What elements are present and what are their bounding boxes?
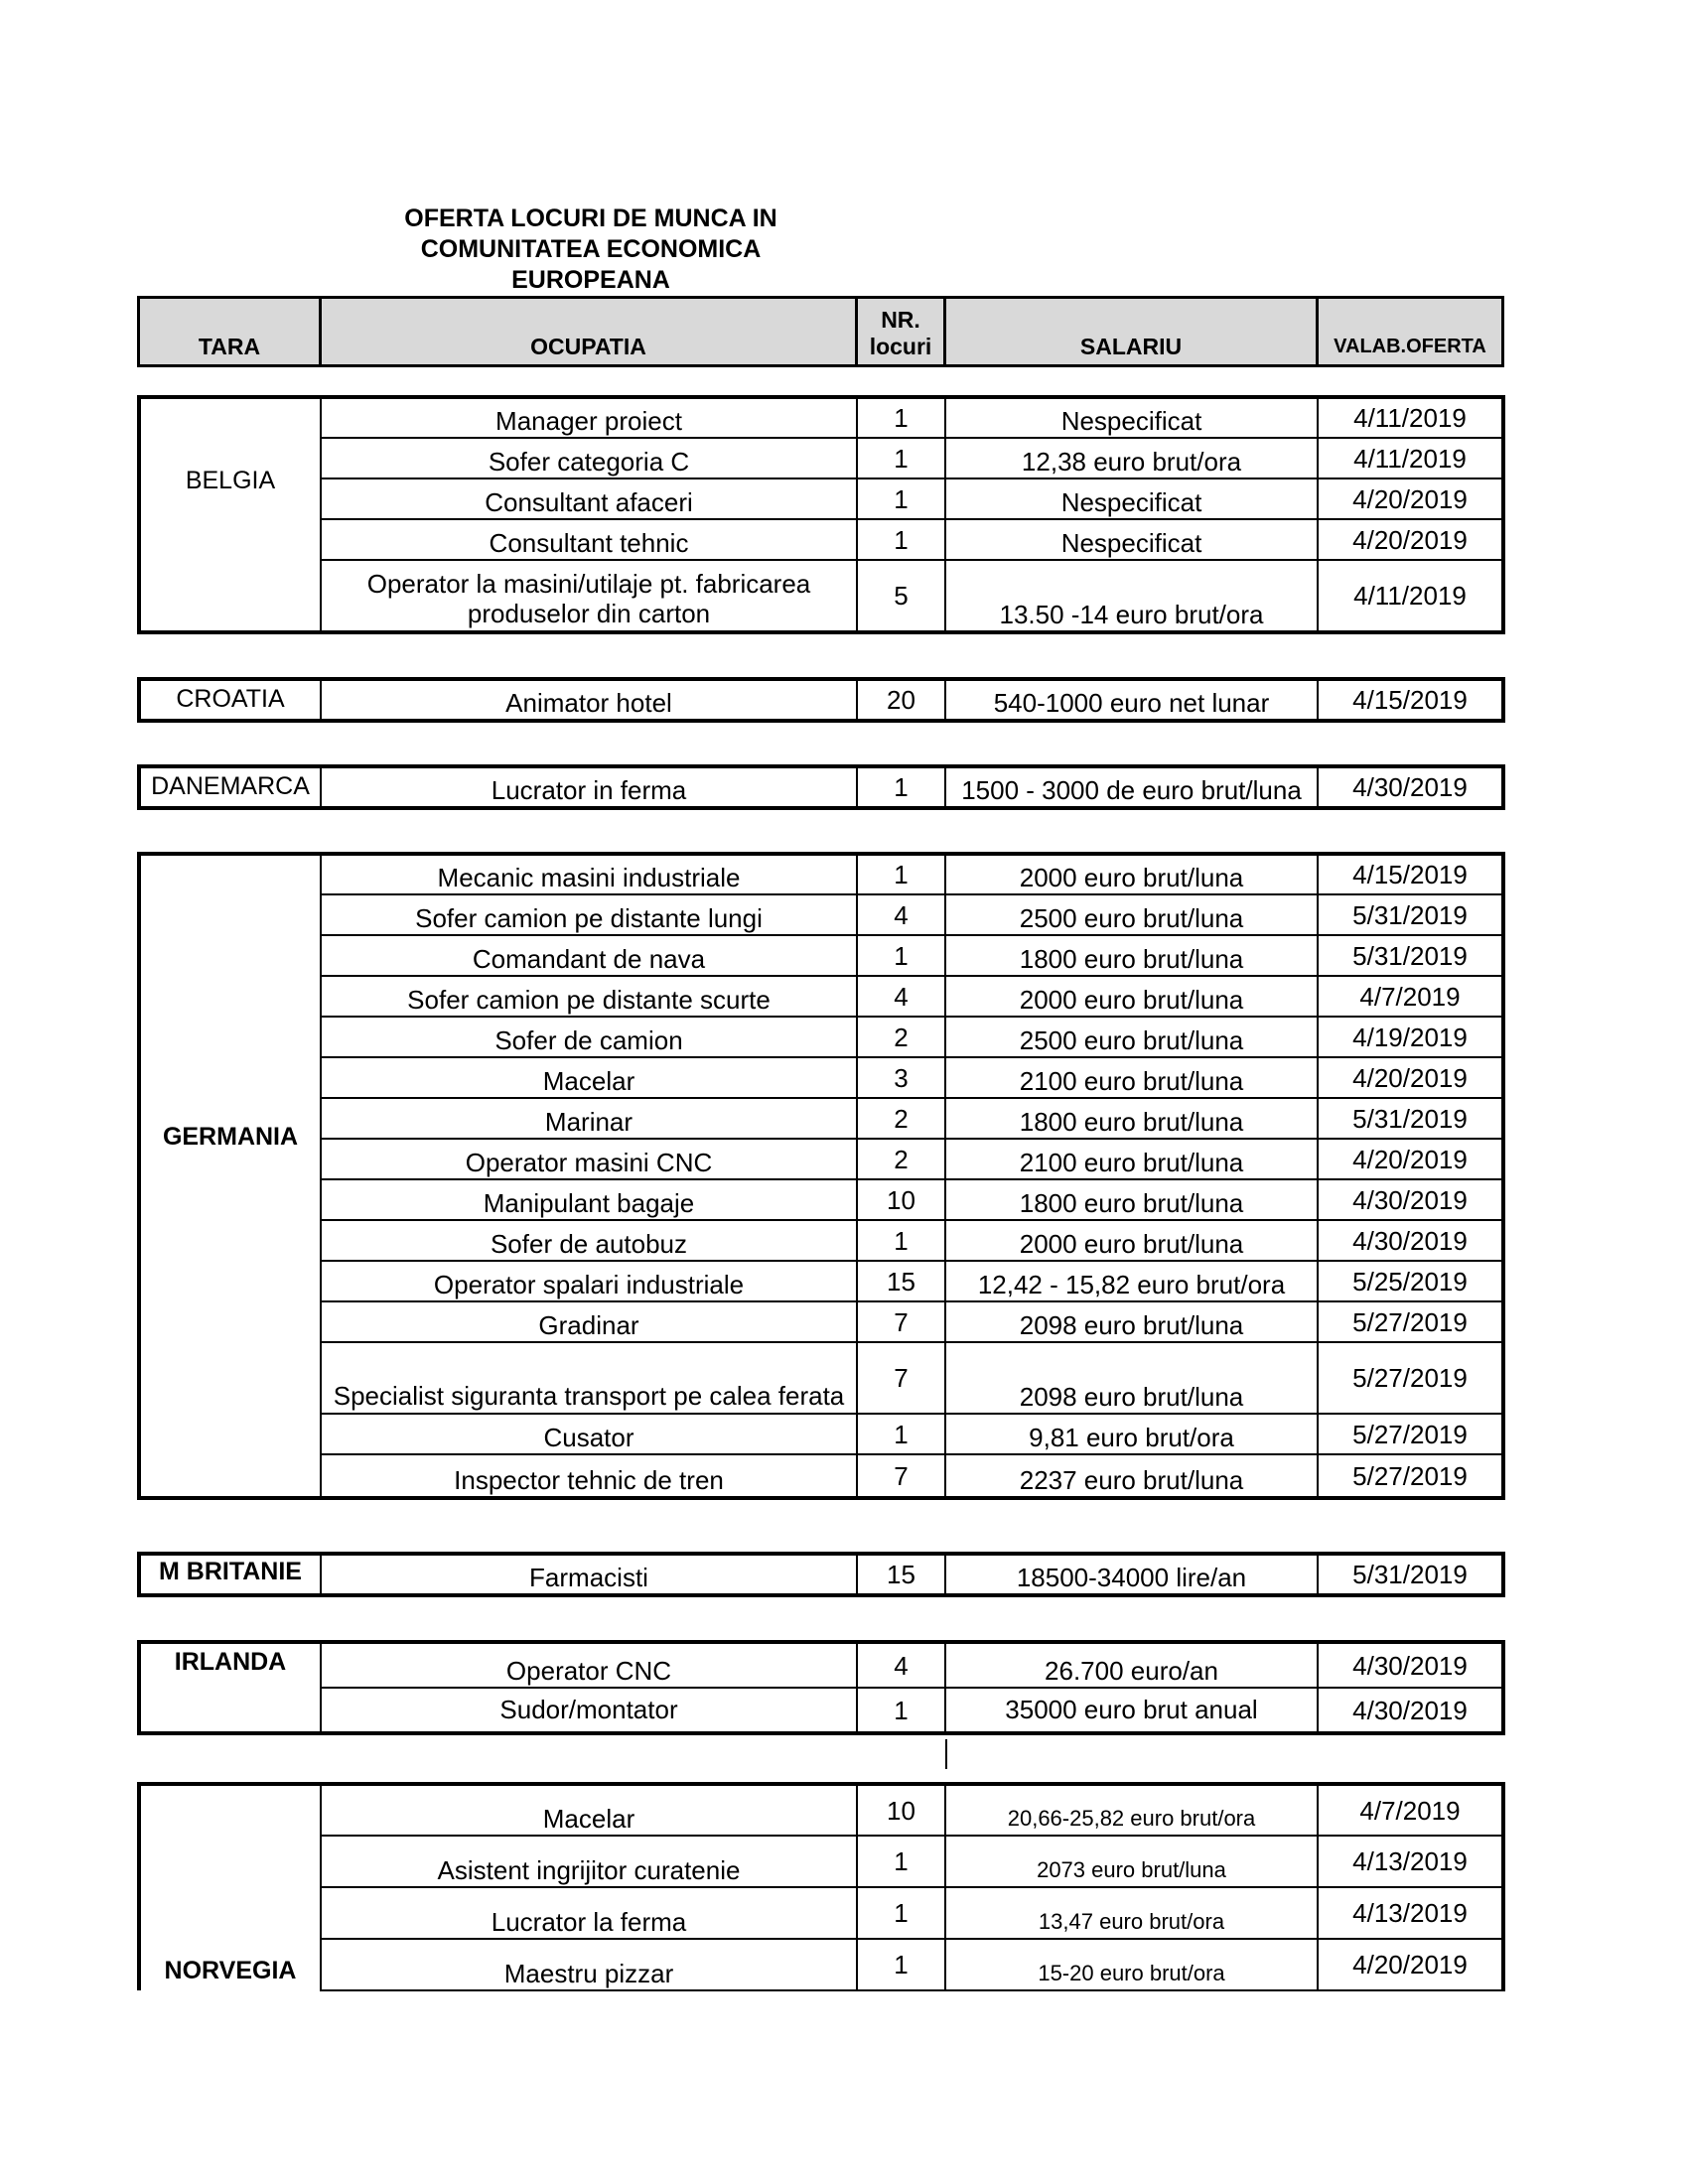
salariu-cell: 2098 euro brut/luna (945, 1342, 1318, 1414)
nr-cell: 2 (857, 1098, 945, 1139)
country-cell: IRLANDA (139, 1642, 321, 1733)
table-row (139, 679, 1503, 721)
valab-cell: 4/13/2019 (1318, 1836, 1503, 1887)
nr-cell: 1 (857, 397, 945, 438)
salariu-cell: 1800 euro brut/luna (945, 1179, 1318, 1220)
salariu-cell: 13,47 euro brut/ora (945, 1887, 1318, 1939)
country-cell: NORVEGIA (139, 1784, 321, 1990)
table-row (139, 1057, 1503, 1098)
header-table (137, 296, 1504, 367)
salariu-cell: 2098 euro brut/luna (945, 1301, 1318, 1342)
title-line-3: EUROPEANA (511, 266, 670, 294)
salariu-cell: 2500 euro brut/luna (945, 1017, 1318, 1057)
table-row (139, 1261, 1503, 1301)
salariu-cell: 12,38 euro brut/ora (945, 438, 1318, 478)
nr-cell: 15 (857, 1261, 945, 1301)
valab-cell: 4/7/2019 (1318, 976, 1503, 1017)
group-danemarca (137, 764, 1505, 810)
country-cell: DANEMARCA (139, 766, 321, 808)
ocupatia-cell: Specialist siguranta transport pe calea ferata (321, 1342, 857, 1414)
table-row (139, 894, 1503, 935)
valab-cell: 5/25/2019 (1318, 1261, 1503, 1301)
valab-cell: 5/31/2019 (1318, 1098, 1503, 1139)
ocupatia-cell: Farmacisti (321, 1554, 857, 1595)
page-title (328, 204, 854, 296)
salariu-cell: Nespecificat (945, 478, 1318, 519)
valab-cell: 5/31/2019 (1318, 1554, 1503, 1595)
salariu-cell: 2073 euro brut/luna (945, 1836, 1318, 1887)
table-row (139, 935, 1503, 976)
header-nr-line1: NR. (881, 307, 920, 333)
header-salariu: SALARIU (945, 298, 1318, 366)
valab-cell: 4/20/2019 (1318, 1139, 1503, 1179)
salariu-cell: 18500-34000 lire/an (945, 1554, 1318, 1595)
nr-cell: 7 (857, 1342, 945, 1414)
valab-cell: 5/27/2019 (1318, 1454, 1503, 1498)
valab-cell: 5/27/2019 (1318, 1301, 1503, 1342)
ocupatia-cell: Manager proiect (321, 397, 857, 438)
nr-cell: 1 (857, 1887, 945, 1939)
table-row (139, 1301, 1503, 1342)
salariu-cell: 20,66-25,82 euro brut/ora (945, 1784, 1318, 1836)
valab-cell: 4/30/2019 (1318, 1179, 1503, 1220)
nr-cell: 10 (857, 1179, 945, 1220)
table-row (139, 1139, 1503, 1179)
valab-cell: 5/31/2019 (1318, 935, 1503, 976)
ocupatia-cell: Lucrator in ferma (321, 766, 857, 808)
salariu-cell: 2500 euro brut/luna (945, 894, 1318, 935)
valab-cell: 4/20/2019 (1318, 478, 1503, 519)
valab-cell: 4/11/2019 (1318, 560, 1503, 632)
nr-cell: 2 (857, 1017, 945, 1057)
nr-cell: 1 (857, 935, 945, 976)
salariu-cell: 1500 - 3000 de euro brut/luna (945, 766, 1318, 808)
table-row (139, 1887, 1503, 1939)
nr-cell: 1 (857, 478, 945, 519)
group-m-britanie (137, 1552, 1505, 1597)
nr-cell: 5 (857, 560, 945, 632)
valab-cell: 4/30/2019 (1318, 1642, 1503, 1688)
nr-cell: 1 (857, 854, 945, 894)
nr-cell: 4 (857, 976, 945, 1017)
table-row (139, 560, 1503, 632)
salariu-cell: 2100 euro brut/luna (945, 1057, 1318, 1098)
separator-line (945, 1739, 947, 1769)
nr-cell: 7 (857, 1301, 945, 1342)
valab-cell: 4/30/2019 (1318, 1688, 1503, 1733)
ocupatia-cell: Marinar (321, 1098, 857, 1139)
ocupatia-cell: Maestru pizzar (321, 1939, 857, 1990)
table-row (139, 1179, 1503, 1220)
country-cell: BELGIA (139, 397, 321, 632)
ocupatia-cell: Macelar (321, 1784, 857, 1836)
salariu-cell: 2237 euro brut/luna (945, 1454, 1318, 1498)
nr-cell: 1 (857, 1836, 945, 1887)
group-belgia (137, 395, 1505, 634)
table-row (139, 854, 1503, 894)
nr-cell: 15 (857, 1554, 945, 1595)
ocupatia-cell: Sofer categoria C (321, 438, 857, 478)
ocupatia-cell: Consultant afaceri (321, 478, 857, 519)
salariu-cell: 2000 euro brut/luna (945, 976, 1318, 1017)
table-row (139, 519, 1503, 560)
nr-cell: 1 (857, 1688, 945, 1733)
table-row (139, 1342, 1503, 1414)
table-row (139, 766, 1503, 808)
table-row (139, 1098, 1503, 1139)
ocupatia-cell: Operator CNC (321, 1642, 857, 1688)
valab-cell: 4/15/2019 (1318, 679, 1503, 721)
header-ocupatia: OCUPATIA (321, 298, 857, 366)
nr-cell: 20 (857, 679, 945, 721)
nr-cell: 1 (857, 1414, 945, 1454)
nr-cell: 1 (857, 438, 945, 478)
nr-cell: 7 (857, 1454, 945, 1498)
ocupatia-cell: Mecanic masini industriale (321, 854, 857, 894)
title-line-1: OFERTA LOCURI DE MUNCA IN (404, 205, 777, 232)
valab-cell: 4/13/2019 (1318, 1887, 1503, 1939)
valab-cell: 4/7/2019 (1318, 1784, 1503, 1836)
nr-cell: 10 (857, 1784, 945, 1836)
ocupatia-cell: Cusator (321, 1414, 857, 1454)
salariu-cell: Nespecificat (945, 519, 1318, 560)
nr-cell: 1 (857, 1220, 945, 1261)
nr-cell: 4 (857, 1642, 945, 1688)
nr-cell: 1 (857, 1939, 945, 1990)
valab-cell: 4/20/2019 (1318, 1057, 1503, 1098)
salariu-cell: 1800 euro brut/luna (945, 1098, 1318, 1139)
table-row (139, 1017, 1503, 1057)
salariu-cell: 2000 euro brut/luna (945, 854, 1318, 894)
valab-cell: 4/11/2019 (1318, 438, 1503, 478)
ocupatia-cell: Operator spalari industriale (321, 1261, 857, 1301)
salariu-cell: 2000 euro brut/luna (945, 1220, 1318, 1261)
table-row (139, 1939, 1503, 1990)
ocupatia-cell: Inspector tehnic de tren (321, 1454, 857, 1498)
salariu-cell: 15-20 euro brut/ora (945, 1939, 1318, 1990)
ocupatia-cell: Sofer camion pe distante lungi (321, 894, 857, 935)
valab-cell: 4/20/2019 (1318, 1939, 1503, 1990)
salariu-cell: 35000 euro brut anual (945, 1688, 1318, 1733)
nr-cell: 2 (857, 1139, 945, 1179)
ocupatia-cell: Macelar (321, 1057, 857, 1098)
group-irlanda (137, 1640, 1505, 1735)
country-cell: GERMANIA (139, 854, 321, 1498)
ocupatia-cell: Animator hotel (321, 679, 857, 721)
table-row (139, 397, 1503, 438)
salariu-cell: 26.700 euro/an (945, 1642, 1318, 1688)
ocupatia-cell: Lucrator la ferma (321, 1887, 857, 1939)
table-row (139, 1414, 1503, 1454)
ocupatia-cell: Asistent ingrijitor curatenie (321, 1836, 857, 1887)
valab-cell: 4/30/2019 (1318, 766, 1503, 808)
valab-cell: 4/19/2019 (1318, 1017, 1503, 1057)
nr-cell: 1 (857, 519, 945, 560)
salariu-cell: 12,42 - 15,82 euro brut/ora (945, 1261, 1318, 1301)
valab-cell: 4/20/2019 (1318, 519, 1503, 560)
valab-cell: 5/27/2019 (1318, 1414, 1503, 1454)
group-germania (137, 852, 1505, 1500)
valab-cell: 4/30/2019 (1318, 1220, 1503, 1261)
salariu-cell: 1800 euro brut/luna (945, 935, 1318, 976)
header-valab-oferta: VALAB.OFERTA (1318, 298, 1503, 366)
ocupatia-cell: Operator la masini/utilaje pt. fabricarea produselor din carton (321, 560, 857, 632)
table-row (139, 1688, 1503, 1733)
ocupatia-cell: Sudor/montator (321, 1688, 857, 1733)
header-tara: TARA (139, 298, 321, 366)
salariu-cell: 13.50 -14 euro brut/ora (945, 560, 1318, 632)
title-line-2: COMUNITATEA ECONOMICA (420, 235, 762, 263)
group-croatia (137, 677, 1505, 723)
group-norvegia (137, 1782, 1505, 1991)
table-row (139, 478, 1503, 519)
ocupatia-cell: Sofer camion pe distante scurte (321, 976, 857, 1017)
ocupatia-cell: Comandant de nava (321, 935, 857, 976)
ocupatia-cell: Sofer de autobuz (321, 1220, 857, 1261)
nr-cell: 4 (857, 894, 945, 935)
table-row (139, 1554, 1503, 1595)
ocupatia-cell: Operator masini CNC (321, 1139, 857, 1179)
table-row (139, 1836, 1503, 1887)
valab-cell: 4/11/2019 (1318, 397, 1503, 438)
salariu-cell: 2100 euro brut/luna (945, 1139, 1318, 1179)
salariu-cell: 9,81 euro brut/ora (945, 1414, 1318, 1454)
header-nr-locuri (857, 298, 945, 366)
table-row (139, 976, 1503, 1017)
valab-cell: 5/27/2019 (1318, 1342, 1503, 1414)
table-row (139, 1454, 1503, 1498)
ocupatia-cell: Gradinar (321, 1301, 857, 1342)
table-row (139, 438, 1503, 478)
ocupatia-cell: Manipulant bagaje (321, 1179, 857, 1220)
nr-cell: 1 (857, 766, 945, 808)
valab-cell: 5/31/2019 (1318, 894, 1503, 935)
table-row (139, 1220, 1503, 1261)
valab-cell: 4/15/2019 (1318, 854, 1503, 894)
nr-cell: 3 (857, 1057, 945, 1098)
country-cell: CROATIA (139, 679, 321, 721)
country-cell: M BRITANIE (139, 1554, 321, 1595)
table-row (139, 1784, 1503, 1836)
salariu-cell: 540-1000 euro net lunar (945, 679, 1318, 721)
salariu-cell: Nespecificat (945, 397, 1318, 438)
header-nr-line2: locuri (869, 334, 932, 359)
ocupatia-cell: Consultant tehnic (321, 519, 857, 560)
header-row (139, 298, 1503, 366)
table-row (139, 1642, 1503, 1688)
ocupatia-cell: Sofer de camion (321, 1017, 857, 1057)
